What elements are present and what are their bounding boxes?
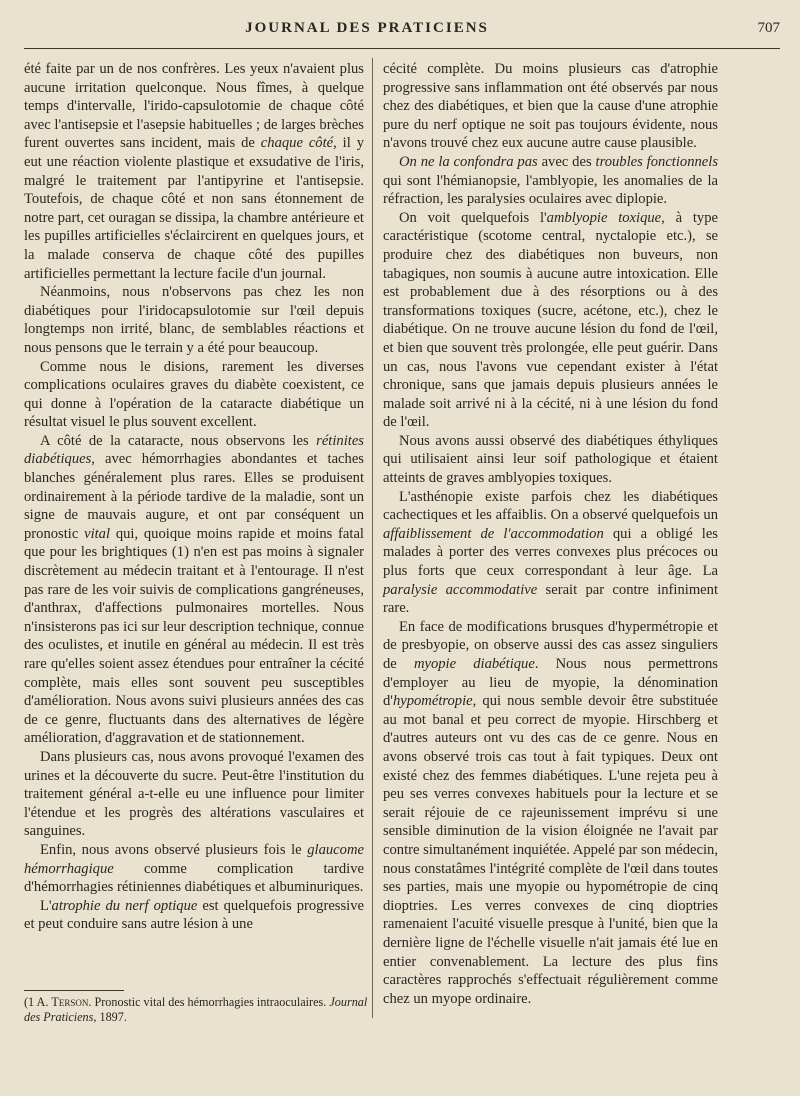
paragraph: Comme nous le disions, rarement les diverses complications oculaires graves du diabète coexistent, ce qui donne à l'opération de la cataracte diabétique un résultat visuel le plus souvent excellent. (24, 358, 364, 431)
paragraph: L'asthénopie existe parfois chez les diabétiques cachectiques et les affaiblis. On a observé quelquefois un affaiblissement de l'accommodation qui a obligé les malades à porter des verres convexes plus précoces ou plus forts que ceux correspondant à leur âge. La paralysie accommodative serait par contre infiniment rare. (383, 488, 718, 617)
paragraph: Néanmoins, nous n'observons pas chez les non diabétiques pour l'iridocapsulotomie sur l'œil depuis longtemps non irrité, blanc, de semblables réactions et nous pensons que le terrain y a été pour beaucoup. (24, 284, 364, 356)
running-title: JOURNAL DES PRATICIENS (245, 20, 489, 36)
footnote-rule (24, 990, 124, 991)
footnote-journal: Journal des Praticiens (24, 995, 368, 1024)
paragraph: On ne la confondra pas avec des troubles fonctionnels qui sont l'hémianopsie, l'amblyopie, les anomalies de la réfraction, les paralysies oculaires avec diplopie. (383, 153, 719, 208)
paragraph: cécité complète. Du moins plusieurs cas d'atrophie progressive sans inflammation ont été observés par nous chez des diabétiques, et bien que la cause d'une atrophie pure du nerf optique ne soit pas toujours évidente, nous n'avons trouvé chez eux aucune autre cause plausible. (383, 61, 718, 152)
right-column (383, 60, 718, 1008)
paragraph: L'atrophie du nerf optique est quelquefois progressive et peut conduire sans autre lésion à une (24, 897, 364, 933)
column-divider (372, 58, 373, 1018)
paragraph: A côté de la cataracte, nous observons les rétinites diabétiques, avec hémorrhagies abondantes et taches blanches généralement plus rares. Elles se produisent ordinairement à la période tardive de la maladie, sont un signe de mauvais augure, et ont par conséquent un pronostic vital qui, quoique moins rapide et moins fatal que pour les brightiques (1) n'en est pas moins à signaler discrètement au médecin traitant et à l'entourage. Il n'est pas rare de les voir suivis de complications gangréneuses, d'anthrax, d'affections pulmonaires mortelles. Nous n'insisterons pas ici sur leur description technique, connue des oculistes, et inutile en général au médecin. Il est très rare qu'elles soient assez étendues pour entraîner la cécité complète, mais elles sont souvent peu susceptibles d'amélioration. Nous avons suivi plusieurs années des cas de ce genre, fluctuants dans des alternatives de légère amélioration, d'aggravation et de stationnement. (24, 432, 364, 747)
paragraph: Nous avons aussi observé des diabétiques éthyliques qui utilisaient ainsi leur soif pathologique et étaient atteints de graves amblyopies toxiques. (383, 432, 718, 487)
paragraph: Enfin, nous avons observé plusieurs fois le glaucome hémorrhagique comme complication tardive d'hémorrhagies rétiniennes diabétiques et albuminuriques. (24, 841, 364, 896)
footnote: (1 A. Terson. Pronostic vital des hémorrhagies intraoculaires. Journal des Praticiens, 1897. (24, 995, 368, 1024)
paragraph: En face de modifications brusques d'hypermétropie et de presbyopie, on observe aussi des cas assez singuliers de myopie diabétique. Nous nous permettrons d'employer au lieu de myopie, la dénomination d'hypométropie, qui nous semble devoir être substituée au mot banal et peu correct de myopie. Hirschberg et d'autres auteurs ont vu des cas de ce genre. Nous en avons observé trois cas tout à fait typiques. Deux ont existé chez des femmes diabétiques. L'une rejeta peu à peu ses verres convexes habituels pour la lecture et se serait réjouie de ce rajeunissement imprévu si une sensible diminution de la vision éloignée ne l'avait par contre simultanément inquiétée. Appelé par son médecin, nous constatâmes l'intégrité complète de l'œil dans toutes ses parties, mais une myopie ou hypométropie de cinq dioptries. Les verres convexes de cinq dioptries ramenaient l'acuité visuelle presque à l'unité, bien que la dernière ligne de l'échelle visuelle n'ait jamais été lue en entier convenablement. La lecture des plus fins caractères rapprochés s'effectuait régulièrement comme chez un myope ordinaire. (383, 618, 718, 1007)
footnote-author: Terson (51, 995, 89, 1009)
paragraph: été faite par un de nos confrères. Les yeux n'avaient plus aucune irritation quelconque. Nous fîmes, à quelque temps d'intervalle, l'irido-capsulotomie de chaque côté avec l'antisepsie et l'asepsie habituelles ; de larges brèches furent ouvertes sans incident, mais de chaque côté, il y eut une réaction violente plastique et exsudative de l'iris, malgré le traitement par l'antipyrine et l'antisepsie. Toutefois, de chaque côté et non sans étonnement de notre part, cet ouragan se dissipa, la chambre antérieure et les pupilles artificielles s'éclaircirent en quelques jours, et la malade conserva de chaque côté des pupilles artificielles permettant la lecture facile d'un journal. (24, 61, 364, 282)
paragraph: Dans plusieurs cas, nous avons provoqué l'examen des urines et la découverte du sucre. Peut-être l'institution du traitement général a-t-elle eu une influence pour limiter l'étendue et les progrès des altérations vasculaires et sanguines. (24, 748, 364, 840)
page-number: 707 (757, 20, 780, 36)
paragraph: On voit quelquefois l'amblyopie toxique, à type caractéristique (scotome central, nyctalopie etc.), se produire chez des diabétiques non buveurs, non tabagiques, non soumis à aucune autre intoxication. Elle est probablement due à des résorptions ou à des transformations toxiques (sucre, acétone, etc.), chez le diabétique. On ne trouve aucune lésion du fond de l'œil, et bien que souvent très prolongée, elle peut guérir. Dans un cas, nous l'avons vue cependant exister à l'état chronique, sans que jamais depuis plusieurs années le malade soit arrivé ni à la cécité, ni à une lésion du fond de l'œil. (383, 209, 718, 431)
header-rule (24, 48, 780, 49)
page-header (24, 18, 780, 42)
left-column (24, 60, 364, 934)
